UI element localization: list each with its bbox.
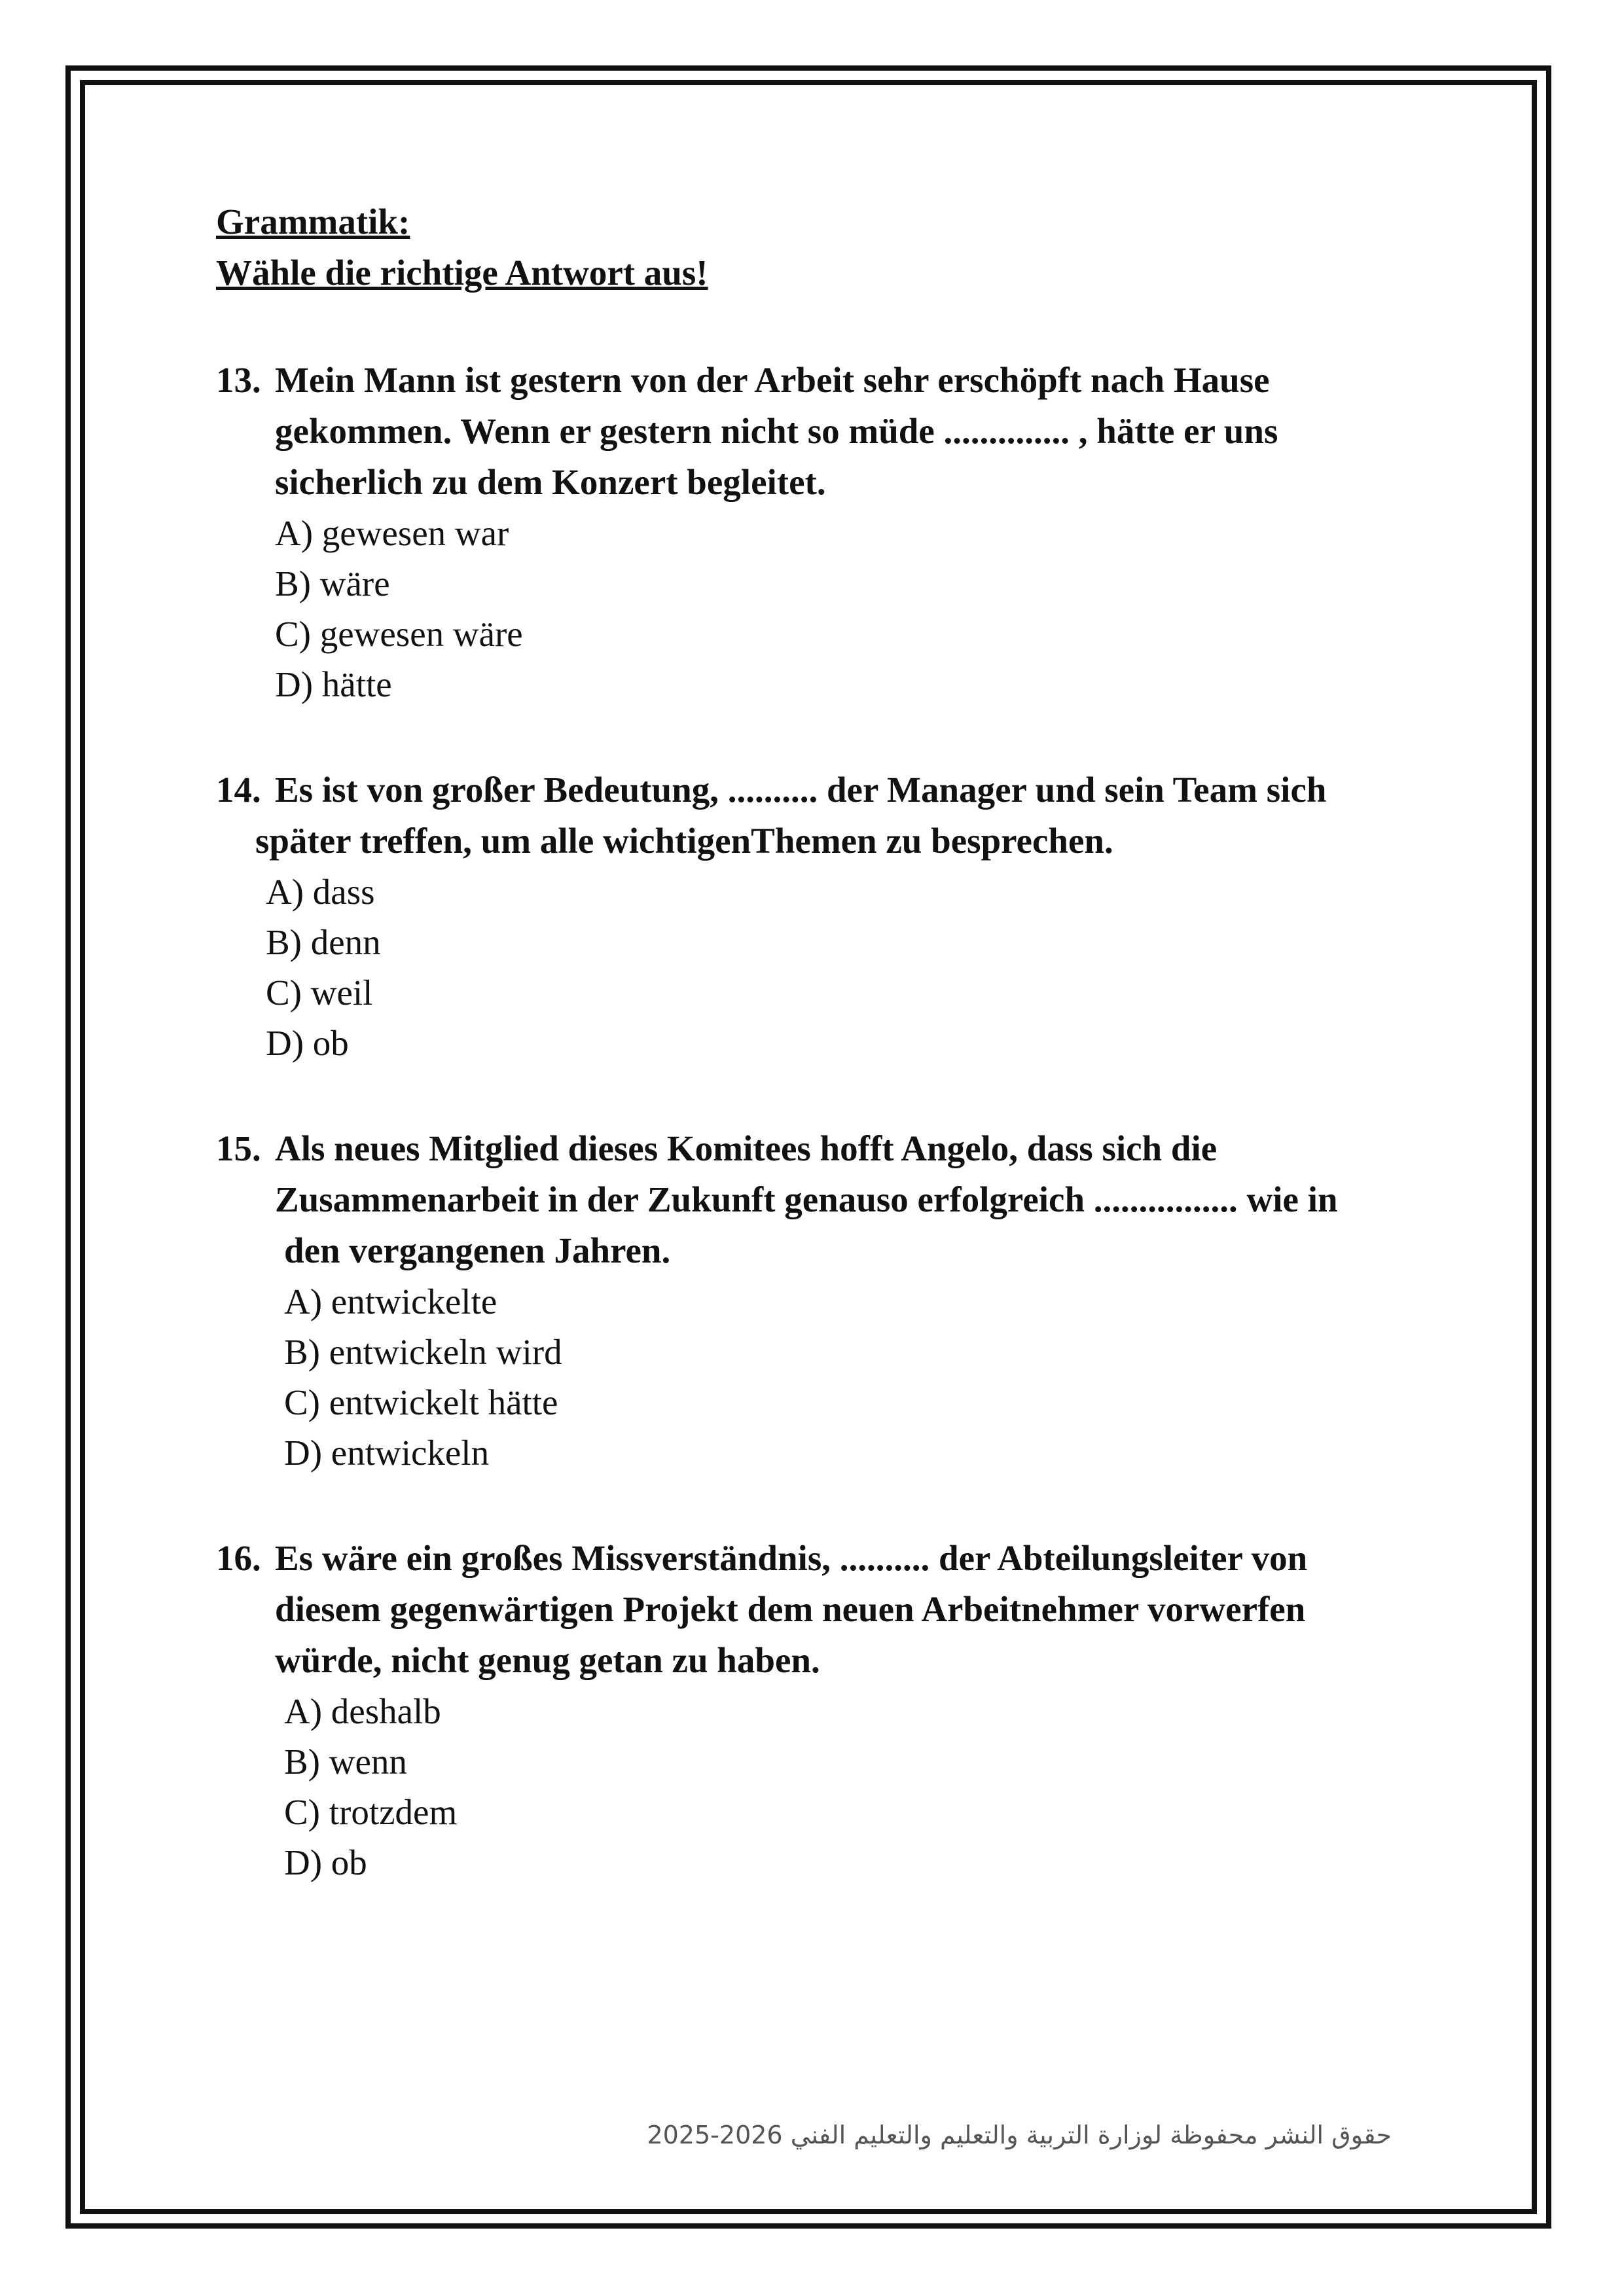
question-line: Als neues Mitglied dieses Komitees hofft Angelo, dass sich die <box>275 1128 1218 1168</box>
answer-option-c[interactable]: C) trotzdem <box>284 1792 458 1832</box>
question-line: Es ist von großer Bedeutung, .......... der Manager und sein Team sich <box>275 770 1327 810</box>
answer-option-c[interactable]: C) gewesen wäre <box>275 614 523 654</box>
answer-option-d[interactable]: D) hätte <box>275 664 392 704</box>
answer-option-a[interactable]: A) deshalb <box>284 1691 441 1731</box>
question-line: Es wäre ein großes Missverständnis, .......... der Abteilungsleiter von <box>275 1538 1308 1578</box>
question-15 <box>216 1123 1473 1478</box>
question-text <box>216 1123 1473 1276</box>
question-14 <box>216 764 1473 1068</box>
question-number: 14. <box>216 770 261 810</box>
question-line: den vergangenen Jahren. <box>284 1230 671 1270</box>
question-line: gekommen. Wenn er gestern nicht so müde .............. , hätte er uns <box>275 411 1278 451</box>
question-text <box>216 355 1473 508</box>
question-number: 15. <box>216 1128 261 1168</box>
answer-options <box>216 867 1473 1068</box>
section-instruction: Wähle die richtige Antwort aus! <box>216 253 708 293</box>
answer-options <box>216 1276 1473 1478</box>
answer-option-b[interactable]: B) denn <box>266 922 381 962</box>
answer-option-c[interactable]: C) entwickelt hätte <box>284 1382 558 1422</box>
question-13 <box>216 355 1473 709</box>
answer-option-c[interactable]: C) weil <box>266 973 373 1013</box>
answer-option-b[interactable]: B) entwickeln wird <box>284 1332 562 1372</box>
question-line: später treffen, um alle wichtigenThemen zu besprechen. <box>255 821 1113 861</box>
question-line: Mein Mann ist gestern von der Arbeit sehr erschöpft nach Hause <box>275 360 1270 400</box>
answer-options <box>216 508 1473 709</box>
answer-option-a[interactable]: A) entwickelte <box>284 1282 497 1321</box>
answer-option-b[interactable]: B) wäre <box>275 564 390 603</box>
answer-option-b[interactable]: B) wenn <box>284 1742 407 1782</box>
question-line: sicherlich zu dem Konzert begleitet. <box>275 462 826 502</box>
copyright-footer: حقوق النشر محفوظة لوزارة التربية والتعليم والتعليم الفني 2026-2025 <box>647 2121 1392 2149</box>
answer-option-d[interactable]: D) ob <box>284 1842 367 1882</box>
question-line: würde, nicht genug getan zu haben. <box>275 1640 820 1680</box>
answer-option-d[interactable]: D) entwickeln <box>284 1433 490 1473</box>
answer-option-d[interactable]: D) ob <box>266 1023 349 1063</box>
question-number: 16. <box>216 1538 261 1578</box>
worksheet-content <box>216 196 1473 1888</box>
section-title: Grammatik: <box>216 202 410 242</box>
question-16 <box>216 1533 1473 1888</box>
answer-option-a[interactable]: A) dass <box>266 872 375 912</box>
question-text <box>216 764 1473 867</box>
answer-option-a[interactable]: A) gewesen war <box>275 513 509 553</box>
question-line: diesem gegenwärtigen Projekt dem neuen Arbeitnehmer vorwerfen <box>275 1589 1306 1629</box>
question-text <box>216 1533 1473 1686</box>
answer-options <box>216 1686 1473 1888</box>
question-line: Zusammenarbeit in der Zukunft genauso erfolgreich ................ wie in <box>275 1179 1338 1219</box>
question-number: 13. <box>216 360 261 400</box>
